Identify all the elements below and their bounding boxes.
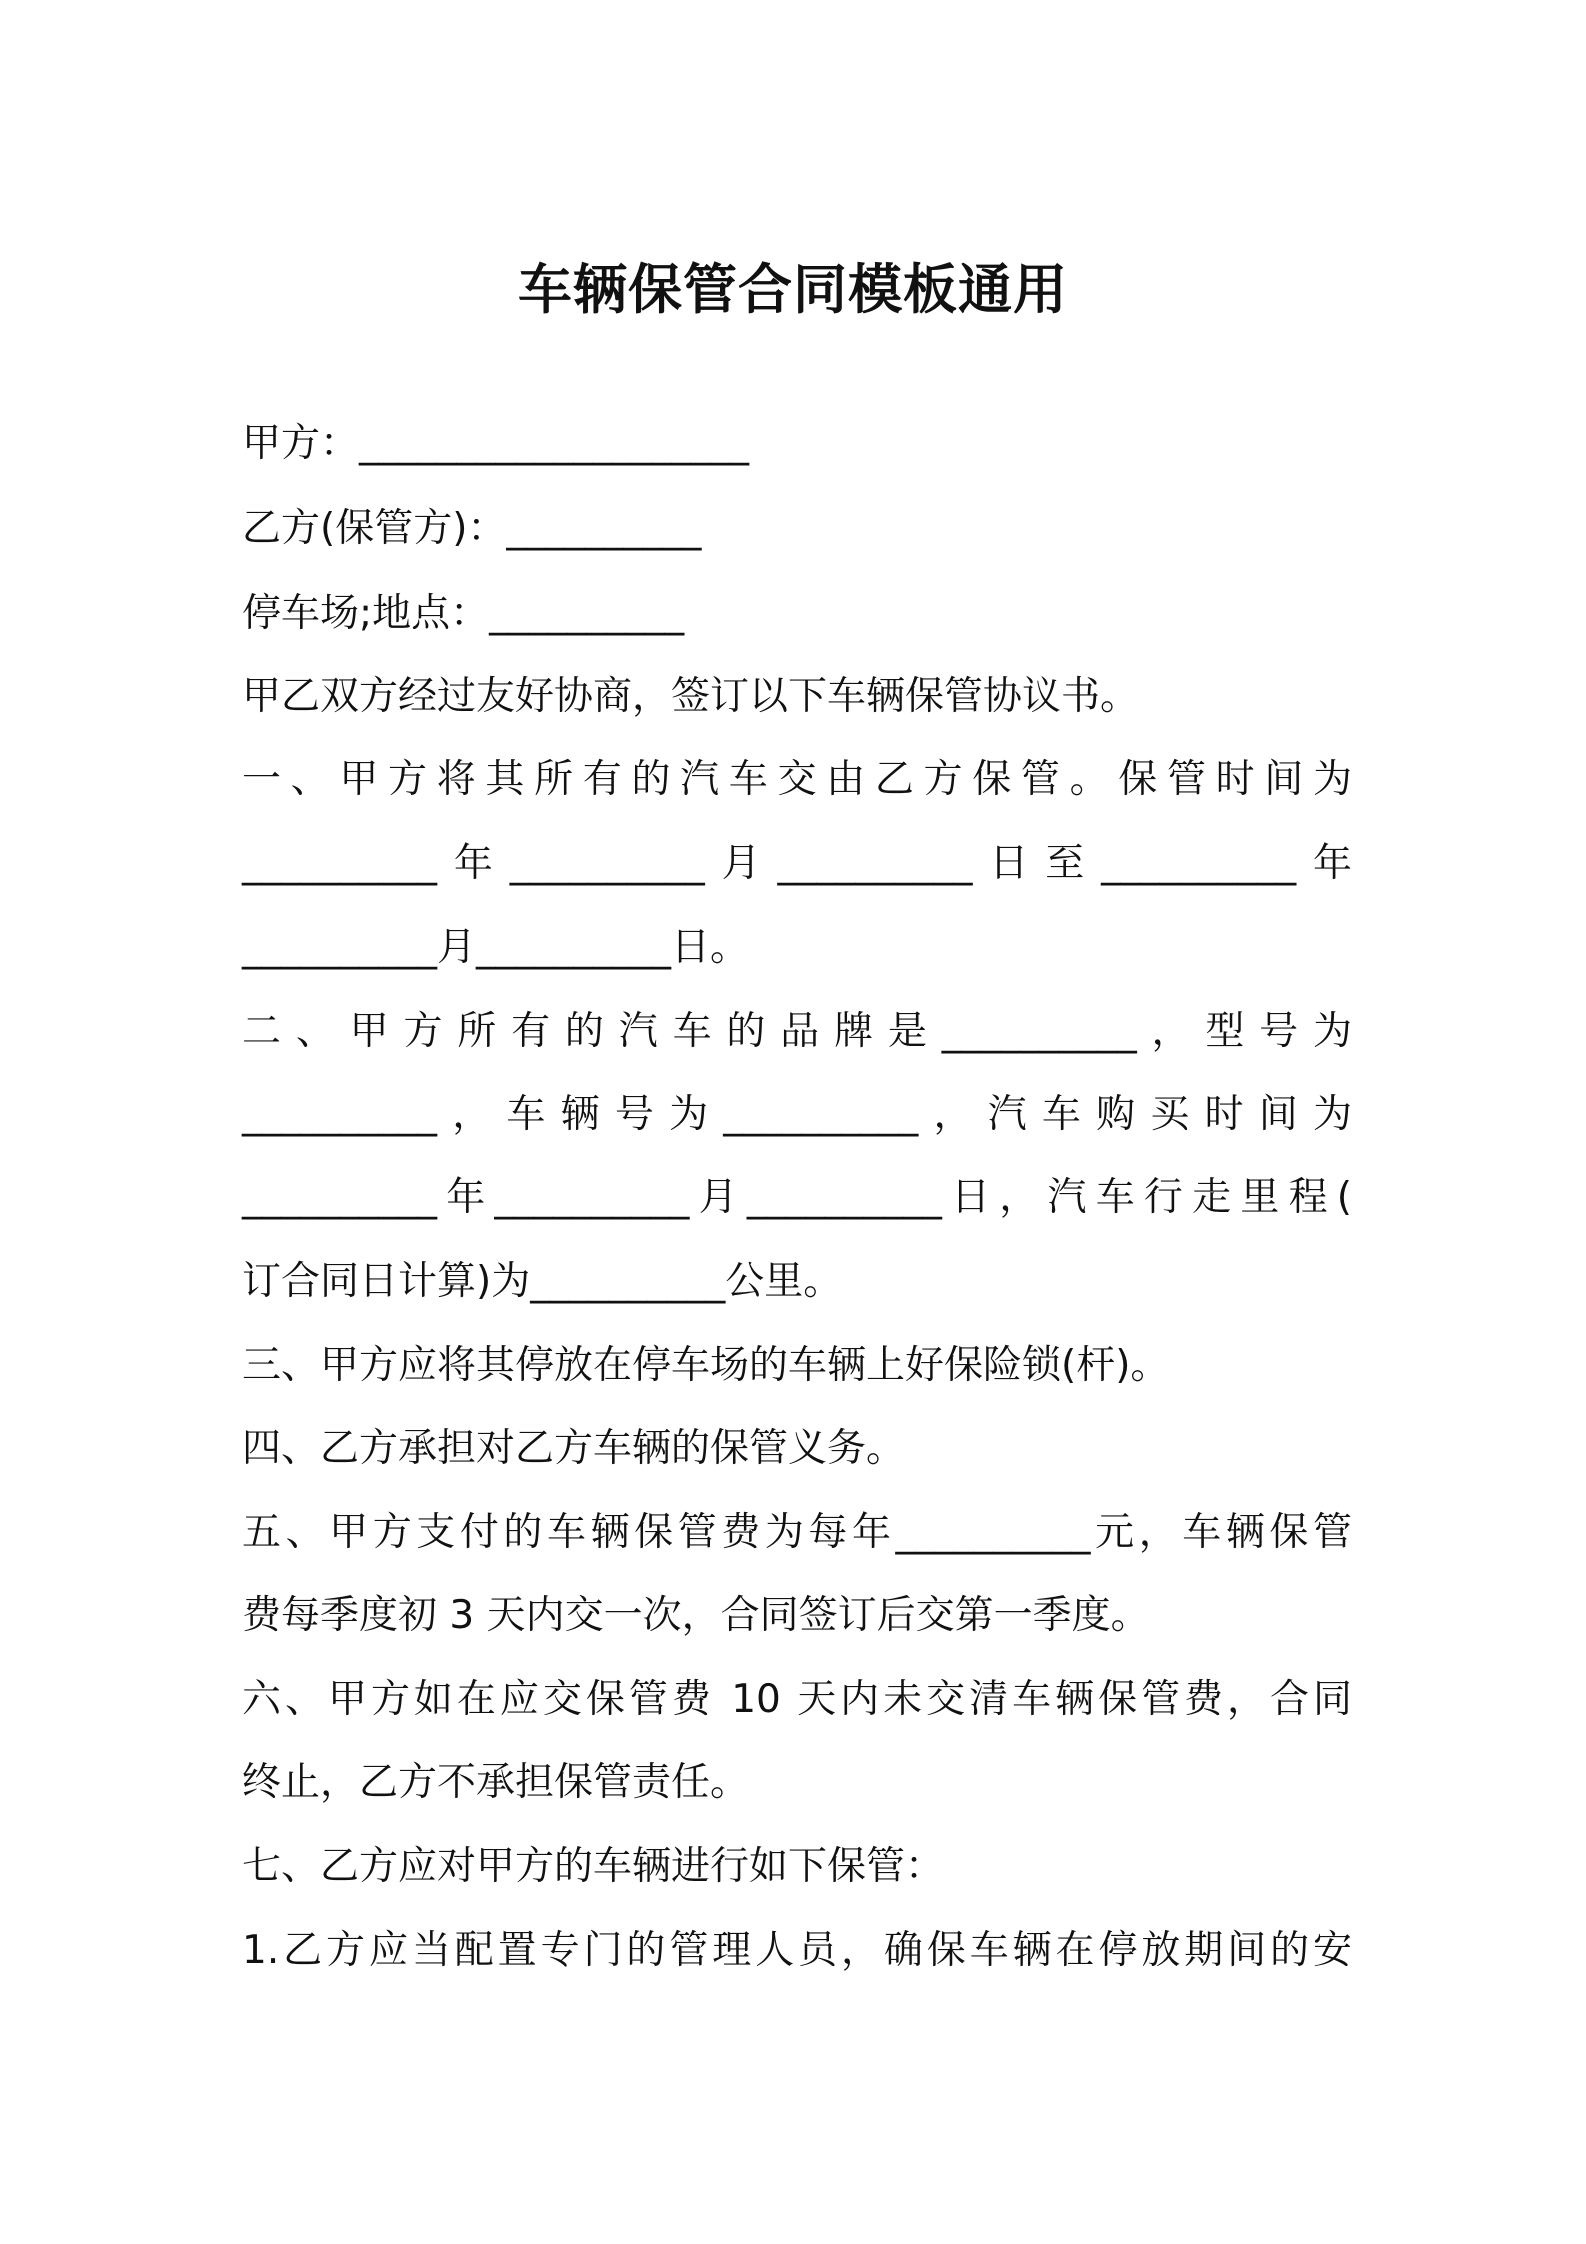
clause-2-line-3: __________年__________月__________日，汽车行走里程( <box>242 1175 1352 1220</box>
party-a-line: 甲方：____________________ <box>242 421 750 466</box>
clause-6-line-1: 六、甲方如在应交保管费 10 天内未交清车辆保管费，合同 <box>242 1677 1352 1722</box>
clause-4-line: 四、乙方承担对乙方车辆的保管义务。 <box>242 1426 906 1471</box>
clause-1-line-3: __________月__________日。 <box>242 925 750 970</box>
clause-7-item-1-line: 1.乙方应当配置专门的管理人员，确保车辆在停放期间的安 <box>242 1928 1352 1973</box>
clause-7-line: 七、乙方应对甲方的车辆进行如下保管： <box>242 1844 945 1889</box>
clause-2-line-2: __________，车辆号为__________，汽车购买时间为 <box>242 1092 1352 1137</box>
clause-2-line-1: 二、甲方所有的汽车的品牌是__________，型号为 <box>242 1009 1352 1054</box>
clause-5-line-2: 费每季度初 3 天内交一次，合同签订后交第一季度。 <box>242 1593 1150 1638</box>
clause-5-line-1: 五、甲方支付的车辆保管费为每年__________元，车辆保管 <box>242 1510 1352 1555</box>
clause-1-line-1: 一、甲方将其所有的汽车交由乙方保管。保管时间为 <box>242 757 1352 802</box>
clause-6-line-2: 终止，乙方不承担保管责任。 <box>242 1760 750 1805</box>
clause-2-line-4: 订合同日计算)为__________公里。 <box>242 1259 843 1304</box>
clause-1-line-2: __________年__________月__________日至__________年 <box>242 841 1352 886</box>
party-b-line: 乙方(保管方)：__________ <box>242 506 702 551</box>
clause-3-line: 三、甲方应将其停放在停车场的车辆上好保险锁(杆)。 <box>242 1343 1170 1388</box>
preamble-line: 甲乙双方经过友好协商，签订以下车辆保管协议书。 <box>242 674 1140 719</box>
parking-location-line: 停车场;地点：__________ <box>242 591 685 636</box>
document-title: 车辆保管合同模板通用 <box>518 258 1068 321</box>
